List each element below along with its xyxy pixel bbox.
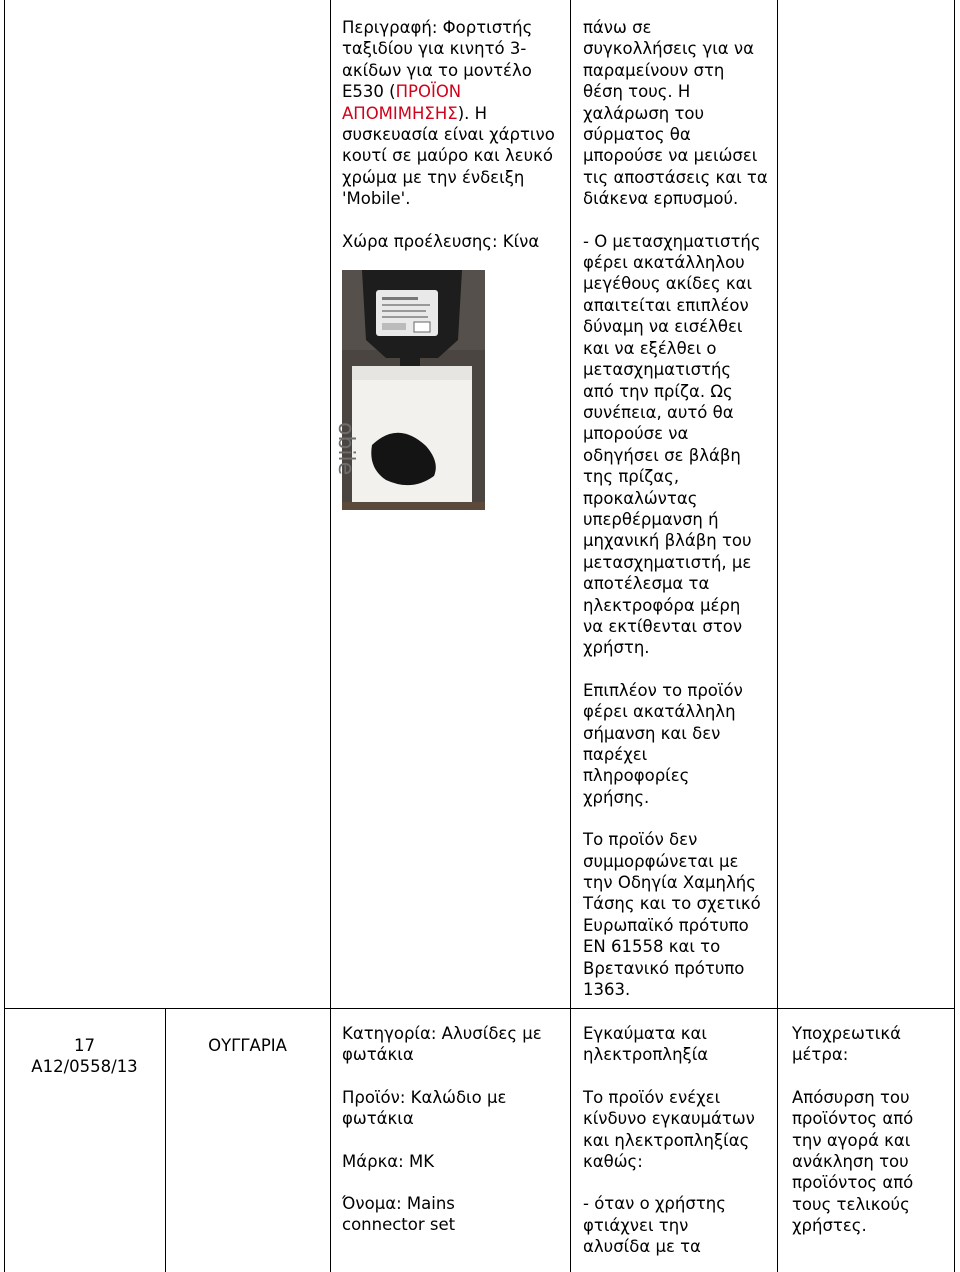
measures-title: Υποχρεωτικά μέτρα: bbox=[792, 1024, 901, 1065]
product-details-cell bbox=[342, 1023, 567, 1236]
table-border-right bbox=[954, 0, 955, 1272]
product-description: Περιγραφή: Φορτιστής ταξιδίου για κινητό 3-ακίδων για το μοντέλο E530 (ΠΡΟΪΟΝ ΑΠΟΜΙΜΗΣΗΣ). Η συσκευασία είναι χάρτινο κουτί σε μαύρο και λευκό χρώμα με την ένδειξη 'Mobile'. bbox=[342, 18, 555, 209]
product-name: Όνομα: Mains connector set bbox=[342, 1194, 456, 1235]
notifying-country: ΟΥΓΓΑΡΙΑ bbox=[208, 1036, 287, 1055]
product-brand: Μάρκα: MK bbox=[342, 1151, 435, 1171]
measures-text: Απόσυρση του προϊόντος από την αγορά και ανάκληση του προϊόντος από τους τελικούς χρήστες. bbox=[792, 1087, 914, 1236]
charger-photo-illustration bbox=[342, 270, 485, 510]
row-divider bbox=[4, 1008, 955, 1009]
table-border-left bbox=[4, 0, 5, 1272]
notification-number: 17 bbox=[74, 1036, 95, 1055]
box-mobile-text: obile bbox=[333, 422, 358, 476]
risk-desc: Το προϊόν ενέχει κίνδυνο εγκαυμάτων και ηλεκτροπληξίας καθώς: bbox=[583, 1087, 755, 1172]
product-category: Κατηγορία: Αλυσίδες με φωτάκια bbox=[342, 1024, 542, 1065]
counterfeit-marker: ΠΡΟΪΟΝ ΑΠΟΜΙΜΗΣΗΣ bbox=[342, 82, 462, 123]
product-photo bbox=[333, 270, 485, 510]
product-description-cell bbox=[342, 17, 564, 252]
table-border-col5 bbox=[777, 0, 778, 1272]
risk-cell-bottom bbox=[583, 1023, 773, 1258]
notification-reference: A12/0558/13 bbox=[31, 1057, 138, 1077]
country-cell bbox=[165, 1035, 330, 1056]
notification-number-cell bbox=[4, 1035, 165, 1078]
table-border-col3 bbox=[330, 0, 331, 1272]
risk-description-cell bbox=[583, 17, 773, 1000]
product-type: Προϊόν: Καλώδιο με φωτάκια bbox=[342, 1087, 507, 1129]
table-border-col4 bbox=[570, 0, 571, 1272]
risk-text-compliance: Το προϊόν δεν συμμορφώνεται με την Οδηγία Χαμηλής Τάσης και το σχετικό Ευρωπαϊκό πρότυπο EN 61558 και το Βρετανικό πρότυπο 1363. bbox=[583, 830, 761, 1000]
risk-text-pins: - Ο μετασχηματιστής φέρει ακατάλληλου μεγέθους ακίδες και απαιτείται επιπλέον δύναμη να εισέλθει και να εξέλθει ο μετασχηματιστής από την πρίζα. Ως συνέπεια, αυτό θα μπορούσε να οδηγήσει σε βλάβη της πρίζας, προκαλώντας υπερθέρμανση ή μηχανική βλάβη του μετασχηματιστή, με αποτέλεσμα τα ηλεκτροφόρα μέρη να εκτίθενται στον χρήστη. bbox=[583, 231, 761, 658]
risk-text-wire: πάνω σε συγκολλήσεις για να παραμείνουν στη θέση τους. Η χαλάρωση του σύρματος θα μπορούσε να μειώσει τις αποστάσεις και τα διάκενα ερπυσμού. bbox=[583, 18, 768, 209]
measures-cell bbox=[792, 1023, 952, 1237]
country-of-origin: Χώρα προέλευσης: Κίνα bbox=[342, 231, 540, 251]
risk-text-marking: Επιπλέον το προϊόν φέρει ακατάλληλη σήμανση και δεν παρέχει πληροφορίες χρήσης. bbox=[583, 680, 743, 807]
risk-title: Εγκαύματα και ηλεκτροπληξία bbox=[583, 1024, 709, 1065]
risk-point: - όταν ο χρήστης φτιάχνει την αλυσίδα με τα bbox=[583, 1194, 726, 1257]
